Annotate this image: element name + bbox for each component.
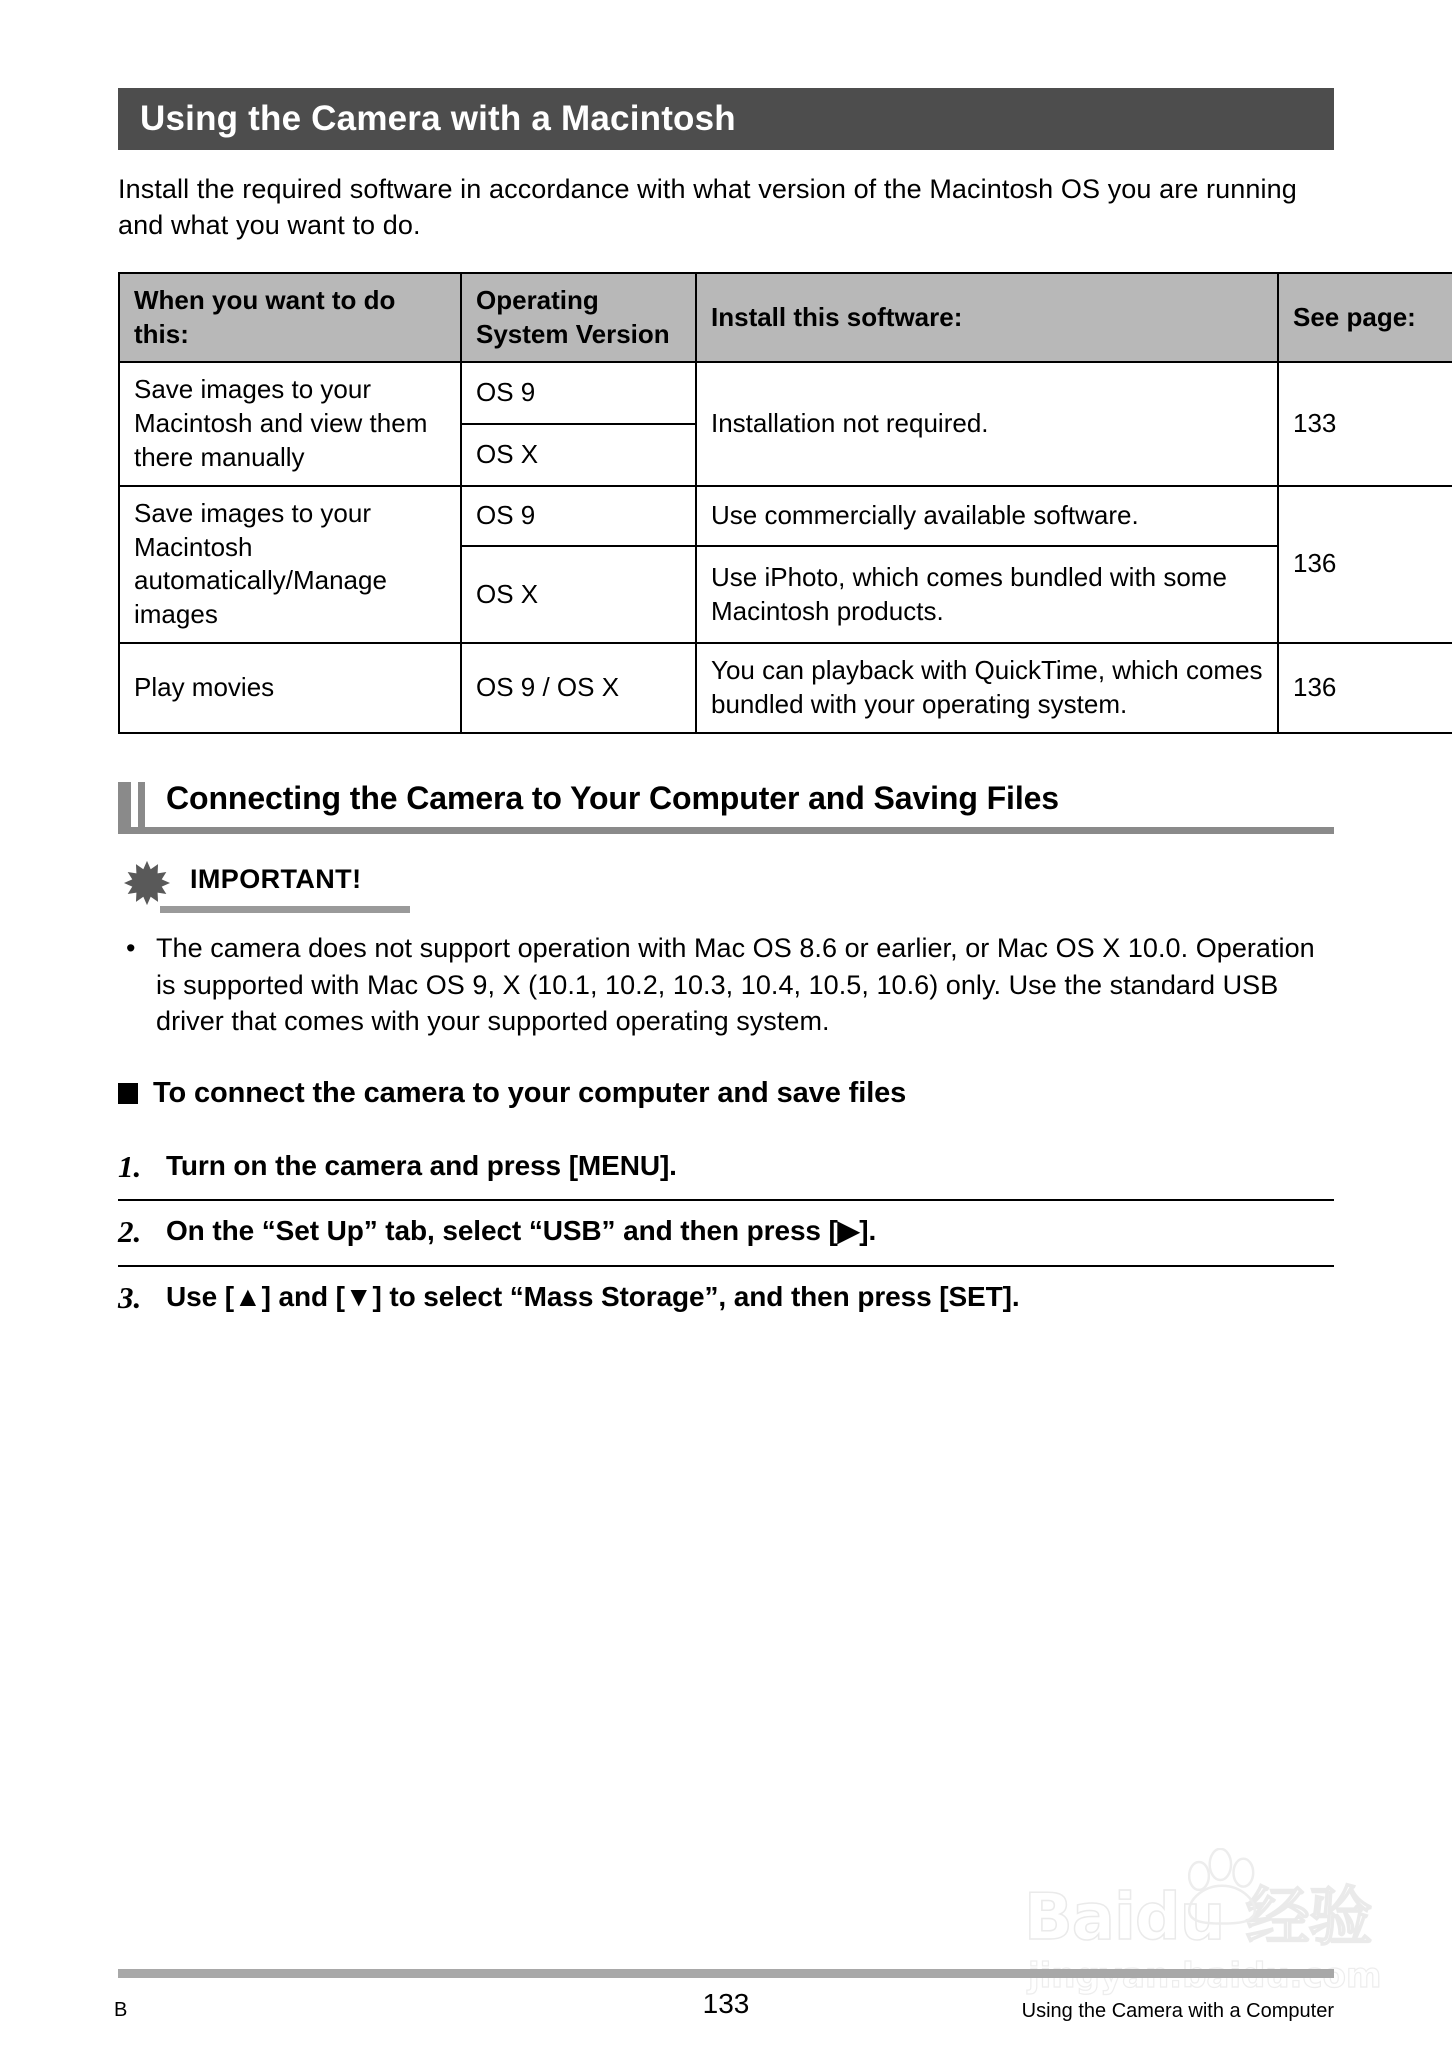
section-marker-bar-inner: [138, 782, 145, 830]
cell-when-1: Save images to your Macintosh and view them there manually: [119, 362, 461, 485]
paw-print-icon: [1180, 1848, 1264, 1926]
cell-os-3a: OS 9 / OS X: [461, 643, 696, 733]
procedure-steps: [118, 1136, 1334, 1331]
table-row: [119, 486, 1452, 546]
cell-os-1a: OS 9: [461, 362, 696, 424]
cell-os-2b: OS X: [461, 546, 696, 643]
step-number: 2.: [118, 1214, 142, 1250]
step-item: [118, 1201, 1334, 1267]
cell-install-1: Installation not required.: [696, 362, 1278, 485]
header-see-page: See page:: [1278, 273, 1452, 363]
important-label: IMPORTANT!: [190, 864, 362, 895]
header-install-this-software: Install this software:: [696, 273, 1278, 363]
page-content: [118, 88, 1416, 1331]
sub-heading-text: To connect the camera to your computer and save files: [153, 1076, 907, 1109]
table-row: [119, 362, 1452, 424]
cell-when-2: Save images to your Macintosh automatically/Manage images: [119, 486, 461, 643]
header-when-you-want-to-do-this: When you want to do this:: [119, 273, 461, 363]
cell-when-3: Play movies: [119, 643, 461, 733]
footer-page-number: 133: [702, 1988, 750, 2019]
section-marker-bar-outer: [118, 782, 131, 830]
step-item: [118, 1136, 1334, 1202]
cell-install-2b: Use iPhoto, which comes bundled with some Macintosh products.: [696, 546, 1278, 643]
cell-os-2a: OS 9: [461, 486, 696, 546]
section-heading: [118, 780, 1334, 835]
section-heading-text: Connecting the Camera to Your Computer and Saving Files: [166, 779, 1060, 816]
step-number: 3.: [118, 1280, 142, 1316]
cell-page-3: 136: [1278, 643, 1452, 733]
footer-rule: [118, 1969, 1334, 1978]
starburst-icon: [124, 860, 170, 906]
square-bullet-icon: [118, 1083, 138, 1104]
step-text: Turn on the camera and press [MENU].: [166, 1149, 677, 1181]
important-block: [118, 864, 1334, 908]
sub-heading: [118, 1077, 1334, 1110]
bullet-dot-icon: •: [126, 933, 136, 964]
cell-install-2a: Use commercially available software.: [696, 486, 1278, 546]
table-header-row: [119, 273, 1452, 363]
header-operating-system-version: Operating System Version: [461, 273, 696, 363]
important-bullet-item: [118, 930, 1334, 1039]
important-bullet-text: The camera does not support operation with Mac OS 8.6 or earlier, or Mac OS X 10.0. Operation is supported with Mac OS 9, X (10.1, 10.2, 10.3, 10.4, 10.5, 10.6) only. Use the standard USB driver that comes with your supported operating system.: [156, 933, 1315, 1036]
intro-paragraph: Install the required software in accordance with what version of the Macintosh OS you are running and what you want to do.: [118, 174, 1297, 240]
os-requirements-table: [118, 272, 1452, 734]
table-row: [119, 643, 1452, 733]
cell-install-3: You can playback with QuickTime, which comes bundled with your operating system.: [696, 643, 1278, 733]
cell-page-2: 136: [1278, 486, 1452, 643]
step-text: Use [▲] and [▼] to select “Mass Storage”, and then press [SET].: [166, 1281, 1020, 1313]
step-text: On the “Set Up” tab, select “USB” and then press [▶].: [166, 1215, 877, 1247]
step-number: 1.: [118, 1148, 142, 1184]
watermark-main-text: Baidu 经验: [1024, 1881, 1372, 1955]
footer-chapter-title: Using the Camera with a Computer: [1021, 2000, 1334, 2022]
cell-os-1b: OS X: [461, 424, 696, 486]
page-title-banner: Using the Camera with a Macintosh: [118, 88, 1334, 150]
footer-left-mark: B: [114, 1999, 128, 2021]
step-item: [118, 1267, 1334, 1331]
cell-page-1: 133: [1278, 362, 1452, 485]
important-underline: [160, 906, 410, 913]
